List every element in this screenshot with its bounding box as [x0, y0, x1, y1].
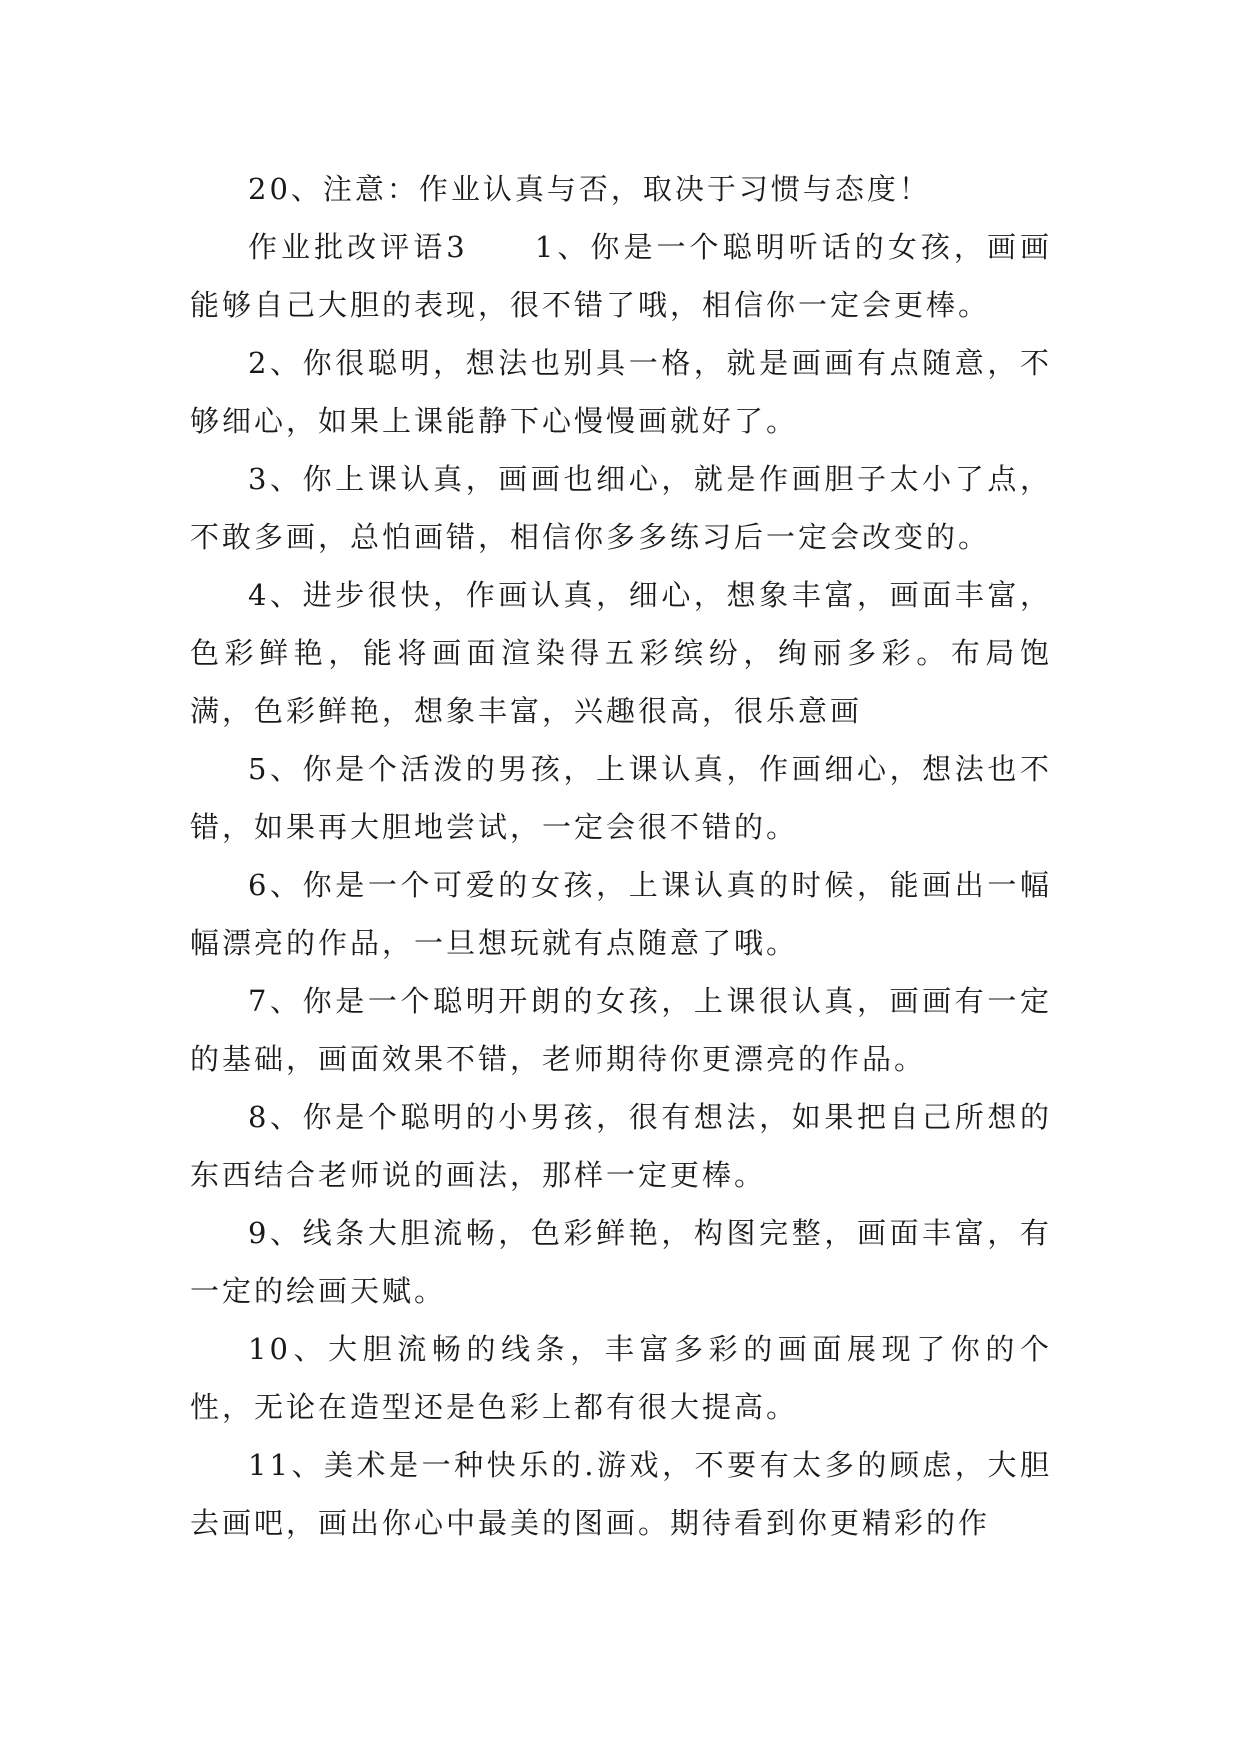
paragraph-comment-7: 7、你是一个聪明开朗的女孩，上课很认真，画画有一定的基础，画面效果不错，老师期待你更漂亮的作品。: [190, 984, 1052, 1076]
paragraph-note-20: 20、注意：作业认真与否，取决于习惯与态度！: [248, 172, 931, 206]
paragraph-comment-10: 10、大胆流畅的线条，丰富多彩的画面展现了你的个性，无论在造型还是色彩上都有很大提高。: [190, 1332, 1052, 1424]
paragraph-comment-6: 6、你是一个可爱的女孩，上课认真的时候，能画出一幅幅漂亮的作品，一旦想玩就有点随意了哦。: [190, 868, 1052, 960]
paragraph-comment-heading-1: 作业批改评语3 1、你是一个聪明听话的女孩，画画能够自己大胆的表现，很不错了哦，相信你一定会更棒。: [190, 230, 1052, 322]
document-body: [190, 160, 1052, 1552]
paragraph-comment-2: 2、你很聪明，想法也别具一格，就是画画有点随意，不够细心，如果上课能静下心慢慢画就好了。: [190, 346, 1052, 438]
paragraph-comment-11: 11、美术是一种快乐的.游戏，不要有太多的顾虑，大胆去画吧，画出你心中最美的图画。期待看到你更精彩的作: [190, 1448, 1052, 1540]
paragraph-comment-8: 8、你是个聪明的小男孩，很有想法，如果把自己所想的东西结合老师说的画法，那样一定更棒。: [190, 1100, 1052, 1192]
paragraph-comment-3: 3、你上课认真，画画也细心，就是作画胆子太小了点，不敢多画，总怕画错，相信你多多练习后一定会改变的。: [190, 462, 1052, 554]
paragraph-comment-4: 4、进步很快，作画认真，细心，想象丰富，画面丰富，色彩鲜艳，能将画面渲染得五彩缤纷，绚丽多彩。布局饱满，色彩鲜艳，想象丰富，兴趣很高，很乐意画: [190, 578, 1052, 728]
paragraph-comment-9: 9、线条大胆流畅，色彩鲜艳，构图完整，画面丰富，有一定的绘画天赋。: [190, 1216, 1052, 1308]
paragraph-comment-5: 5、你是个活泼的男孩，上课认真，作画细心，想法也不错，如果再大胆地尝试，一定会很不错的。: [190, 752, 1052, 844]
